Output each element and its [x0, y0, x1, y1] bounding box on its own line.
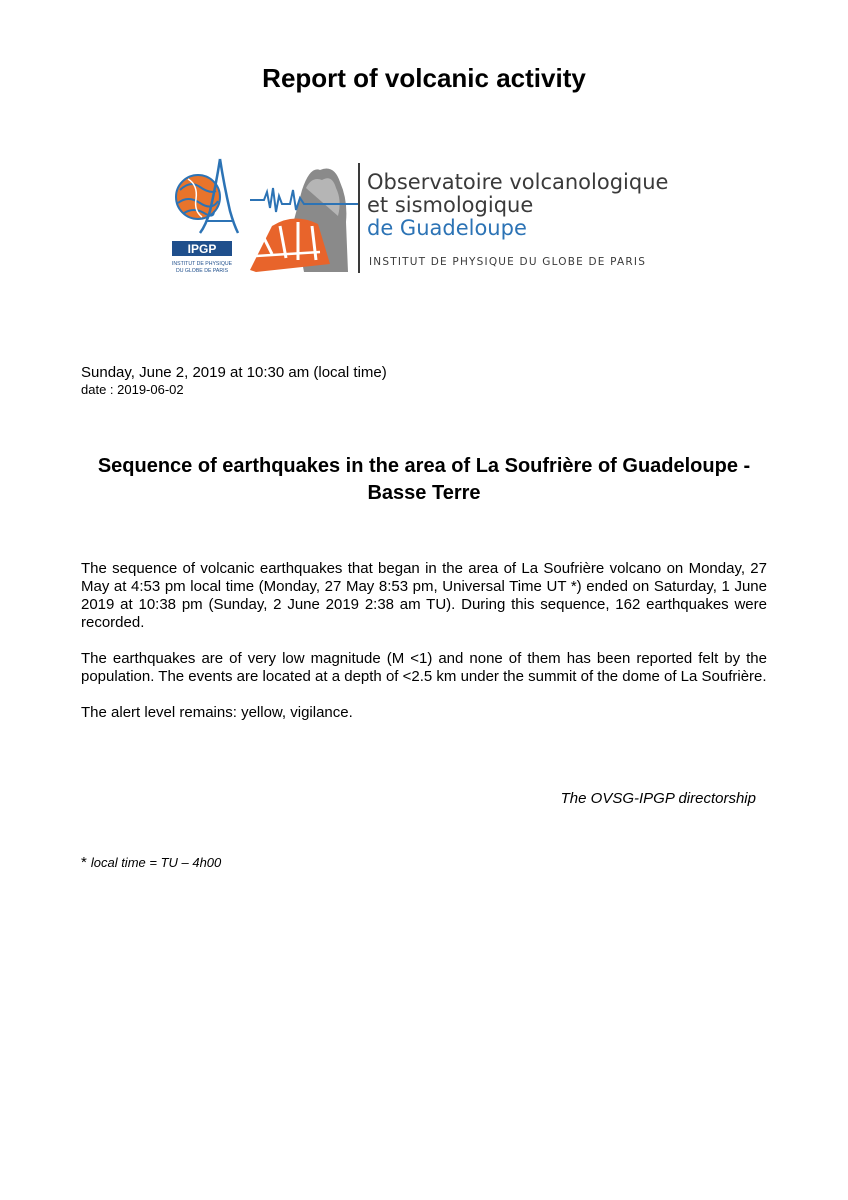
volcano-emblem-icon	[250, 160, 360, 275]
logo-divider	[358, 163, 360, 273]
body-paragraph: The alert level remains: yellow, vigilance.	[81, 704, 353, 721]
subject-title: Sequence of earthquakes in the area of La Soufrière of Guadeloupe - Basse Terre	[97, 455, 751, 504]
ipgp-caption-line2: DU GLOBE DE PARIS	[175, 268, 229, 274]
ipgp-mark: IPGP	[187, 242, 217, 256]
report-title: Report of volcanic activity	[262, 63, 586, 93]
observatory-name	[367, 171, 667, 240]
ipgp-logo-icon	[170, 155, 240, 277]
signature: The OVSG-IPGP directorship	[560, 790, 756, 807]
body-paragraph: The sequence of volcanic earthquakes that began in the area of La Soufrière volcano on Monday, 27 May at 4:53 pm local time (Monday, 27 May 8:53 pm, Universal Time UT *) ended on Saturday, 1 June 2019 at 10:38 pm (Sunday, 2 June 2019 2:38 am TU). During this sequence, 162 earthquakes were recorded.	[81, 560, 767, 631]
report-date-short: date : 2019-06-02	[81, 382, 184, 397]
observatory-logo	[170, 155, 670, 280]
footnote	[81, 854, 221, 872]
body-paragraph: The earthquakes are of very low magnitude (M <1) and none of them has been reported felt by the population. The events are located at a depth of <2.5 km under the summit of the dome of La Soufrière.	[81, 650, 767, 685]
footnote-text: local time = TU – 4h00	[90, 855, 222, 870]
footnote-marker: *	[81, 854, 87, 871]
observatory-name-line3: de Guadeloupe	[367, 216, 527, 240]
report-body	[81, 560, 767, 740]
observatory-name-line1: Observatoire volcanologique	[367, 170, 669, 194]
observatory-name-line2: et sismologique	[367, 193, 534, 217]
report-date-long: Sunday, June 2, 2019 at 10:30 am (local time)	[81, 364, 387, 381]
ipgp-caption-line1: INSTITUT DE PHYSIQUE	[171, 261, 233, 267]
institute-name: INSTITUT DE PHYSIQUE DU GLOBE DE PARIS	[369, 256, 647, 268]
